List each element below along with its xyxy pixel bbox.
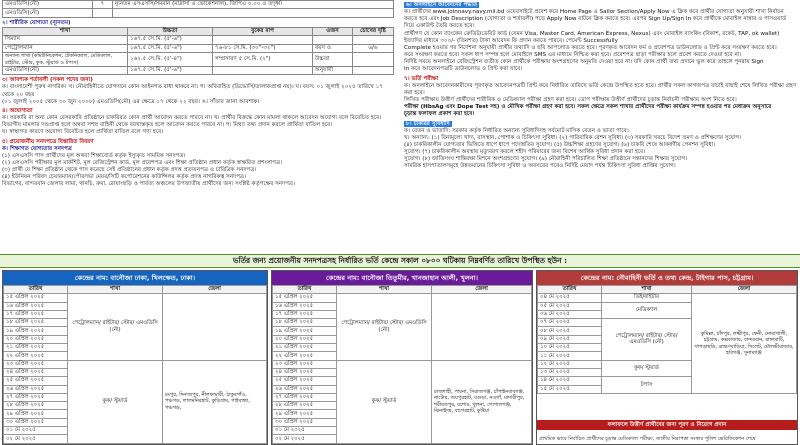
table-row: ১৯ এপ্রিল ২০২৫	[4, 327, 267, 335]
table-header-row: তারিখ শাখা জেলা	[538, 286, 797, 294]
table-row: এমওডিসি(নৌ) ৭ ন্যূনতম এসএসসি/সমমান (মাদ্রাসা ও ভোকেশনাল), জিপিএ ৩.০০ ও তদূর্ধ্ব।	[3, 1, 394, 9]
table-row: ২৮ এপ্রিল ২০২৫	[4, 402, 267, 410]
table-row: ০৪ মে ২০২৫ ডিই/রাইটার কুমিল্লা, চাঁদপুর, লক্ষ্মীপুর, ফেনী, নোয়াখালী, চট্টগ্রাম, কক্সবাজার, বান্দরবান, রাঙ্গামাটি, খাগড়াছড়ি, ব্রাহ্মণবাড়িয়া, সিলেট, মৌলভীবাজার, হবিগঞ্জ, সুনামগঞ্জ	[538, 294, 797, 302]
table-row: ০২ মে ২০২৫	[273, 435, 532, 443]
table-row: ২০ এপ্রিল ২০২৫	[4, 335, 267, 343]
schedule-banner: ভর্তির জন্য প্রয়োজনীয় সনদপত্রসহ নির্ধারিত ভর্তি কেন্দ্রে সকাল ০৮০০ ঘটিকায় নিম্নবর্ণিত তারিখে উপস্থিত হউন :	[0, 254, 800, 268]
exam-line: পরীক্ষা (HbsAg এবং Dope Test সহ) ও মৌখিক পরীক্ষা গ্রহণ করা হবে। সকল ক্ষেত্রে সকল শাখার প্রার্থীদের পরীক্ষা কার্যক্রম সম্পন্ন হওয়ার পর মেধাক্রম অনুসারে	[404, 104, 772, 111]
table-row: ০২ মে ২০২৫	[4, 435, 267, 443]
table-row: ২১ এপ্রিল ২০২৫	[4, 344, 267, 352]
table-header-row: তারিখ শাখা জেলা	[273, 286, 532, 294]
table-row: ১৬ এপ্রিল ২০২৫	[273, 302, 532, 310]
table-row: ২৫ এপ্রিল ২০২৫	[273, 377, 532, 385]
disqualification-text-2: বিভাগীয় মামলার দণ্ডপ্রাপ্ত হলে অথবা সশস্ত্র বাহিনী থেকে বরখাস্তকৃত হলে আবেদন করতে পারবে না। গ। মিথ্যা তথ্য প্রদান করলে প্রার্থিতা বাতিল হবে।	[2, 122, 333, 129]
table-row: ০১ মে ২০২৫	[273, 427, 532, 435]
table-header-row: শাখা উচ্চতা বুকের মাপ ওজন চোখের দৃষ্টি	[3, 27, 394, 35]
center-title: কেন্দ্রের নাম: বানৌজা ঢাকা, খিলক্ষেত, ঢাকা।	[3, 271, 267, 285]
table-row: ৩০ এপ্রিল ২০২৫	[4, 418, 267, 426]
center-title: কেন্দ্রের নাম: নৌবাহিনী ভর্তি ও তথ্য কেন্দ্র, টাইগার পাস, চট্টগ্রাম।	[537, 271, 797, 285]
certificate-line: (১) এসএসসি পাস প্রার্থীদের মূল অথবা শিক্ষাবোর্ড কর্তৃক ইস্যুকৃত সাময়িক সনদপত্র।	[2, 152, 186, 159]
center-box-chattogram	[536, 270, 798, 445]
table-row: ২৭ এপ্রিল ২০২৫	[4, 393, 267, 401]
certificate-line: বিভাগের, বান্দরবান জেলার লামা, থানচি, রুমা, রোয়াংছড়ি ও পার্বত্য অঞ্চলের উপজাতীয় প্রার্থীদের জন্য সংশ্লিষ্ট কর্তৃপক্ষের সনদপত্র।	[2, 181, 295, 188]
schedule-table	[272, 285, 532, 444]
online-apply-line: নির্দিষ্ট সময়ে অনলাইনে রেজিস্ট্রেশন ব্যতীত কোন প্রার্থীকে পরীক্ষায় অংশগ্রহণের অনুমতি দেওয়া হবে না। যদি কোন প্রার্থী তথ্য প্রদানে ভুল করে তাহলে পুনরায় Sign	[404, 59, 764, 66]
center-box-dhaka	[2, 270, 268, 445]
table-row: এমওডিসি(নৌ) ১৬৭.৫ সে.মি. (৫'-৬") অনুযায়ী	[3, 66, 394, 74]
section-title-online-apply: ৬। অনলাইনে আবেদনের পদ্ধতি	[406, 2, 478, 8]
center-box-khulna	[271, 270, 533, 445]
table-row: ১৫ মে ২০২৫	[538, 385, 797, 393]
table-row: ১৭ এপ্রিল ২০২৫	[4, 310, 267, 318]
online-apply-line: প্রার্থীগণ যে কোন ব্যাংকের ক্রেডিট/ডেবিট কার্ড (যেমন Visa, Master Card, American Express, Nexus) এবং মোবাইল ব্যাংকিং (বিকাশ, রকেট, TAP, ok wallet) ইত্যাদির মাধ্যমে ৩০০/- (তিনশত) টাকা আবেদন ফি প্রদান করতে পারবে। পেমেন্ট Successfully	[404, 30, 780, 44]
eligibility-table-top	[2, 0, 394, 18]
online-apply-line: করে সংরক্ষণ করতে হবে। সকল ধাপ সম্পন্ন হলে মোবাইলে SMS এর মাধ্যমে নিশ্চিত করা হবে। প্রবেশপত্র ছাড়া পরীক্ষার হলে প্রবেশ করতে দেওয়া হবে না।	[404, 52, 742, 59]
table-row: ০৯ মে ২০২৫	[538, 335, 797, 343]
table-row: ০৫ মে ২০২৫ মেডিক্যাল	[538, 302, 797, 310]
table-row: ২৩ এপ্রিল ২০২৫ কুক/ স্টুয়ার্ড রংপুর, দিনাজপুর, নীলফামারী, ঠাকুরগাঁও, পঞ্চগড়, লালমনিরহাট, কুড়িগ্রাম, গাইবান্ধা, পঞ্চগড়,	[4, 360, 267, 368]
benefit-line: সুযোগ। (৮) জাতিসংঘ শান্তিরক্ষা মিশনে অংশগ্রহণের সুযোগ। (৯) নৌবাহিনী পরিচালিত শিক্ষা প্রতিষ্ঠানে সন্তানদের শিক্ষার সুযোগ।	[404, 156, 688, 163]
section-title-disqualification: ৪। অযোগ্যতা	[2, 107, 33, 114]
online-apply-line: In করে আবেদনপত্রটি ডাউনলোড ও প্রিন্ট করা যাবে।	[404, 66, 523, 73]
online-apply-line: ক। প্রার্থীদের www.joinnavy.navy.mil.bd ওয়েবসাইটে প্রবেশ করে Home Page এ Sailor Section/Apply Now এ ক্লিক করে প্রার্থীর যোগ্যতা অনুযায়ী শাখা নির্বাচন করতে হবে এবং Job Description (যোগ্যতা ও শর্তাবলী) পড়ে Apply Now বাটনে ক্লিক করতে হবে। এরপর Sign Up/Sign In করে প্রার্থীকে মোবাইল নাম্বার ও পাসওয়ার্ড দিয়ে একাউন্ট তৈরি করতে হবে।	[404, 9, 787, 30]
schedule-table	[537, 285, 797, 394]
table-header-row: তারিখ শাখা জেলা	[4, 286, 267, 294]
table-row: ১১ মে ২০২৫	[538, 352, 797, 360]
certificate-line: (২) এসএসসি পরীক্ষার মূল মার্কশিট, মূল রেজিস্ট্রেশন কার্ড, মূল প্রবেশপত্র এবং শিক্ষা প্রতিষ্ঠান প্রধান কর্তৃক স্বাক্ষরিত প্রশংসাপত্র।	[2, 160, 283, 166]
exam-line: চূড়ান্ত ফলাফল প্রকাশ করা হবে।	[404, 111, 475, 118]
disqualification-text-3: ঘ। স্বাস্থ্যগত কারণে অযোগ্য বিবেচিত হলে প্রার্থিতা বাতিল বলে গণ্য হবে।	[2, 129, 164, 136]
right-column	[404, 0, 798, 254]
benefit-line: ক। বেতন ও ভাতাদি: সরকার কর্তৃক নির্ধারিত অন্যান্য সুবিধাদিসহ সর্বমোট মাসিক বেতন ও ভাতা পাবে।	[404, 127, 629, 134]
section-title-exam: ৭। ভর্তি পরীক্ষা	[404, 75, 439, 82]
section-title-conditions: ৩। আবশ্যক শর্তাবলী (সকল পদের জন্য)	[2, 77, 93, 84]
table-row: ১৫ এপ্রিল ২০২৫ পেট্রোলম্যান/ রাইটার/ স্টোর/ এমওডিসি (নৌ)	[4, 294, 267, 302]
table-row: অন্যান্য শাখা (কমিউনিকেশন, টেকনিক্যাল, মেডিক্যাল, রাইটার, স্টোর, কুক, স্টুয়ার্ড ও টপাস) ১৬২.৫ সে.মি. (৫'-৪") সম্প্রসারণ ৫ সে.মি. (২") উচ্চতা	[3, 53, 394, 67]
table-row: পেট্রোলম্যান ১৬৭.৫ সে.মি. (৫'-৬") ৭৬-৮১ সে.মি. (৩০"-৩২") বয়স ও ৬/৬	[3, 44, 394, 52]
table-row: ২২ এপ্রিল ২০২৫	[273, 352, 532, 360]
table-row: ২০ এপ্রিল ২০২৫	[273, 335, 532, 343]
table-row: ০৮ মে ২০২৫	[538, 327, 797, 335]
benefit-line: সুযোগ। (৭) চাকরিকালীন অবস্থায় মৃত্যুবরণ করলে শহীদ পরিবারের জন্য বিশেষ আর্থিক সুবিধা প্রদান করা হবে।	[404, 149, 646, 156]
table-row: ৩০ এপ্রিল ২০২৫	[273, 418, 532, 426]
benefit-line: খ। অন্যান্য: (১) বিনামূল্যে খাদ্য, বাসস্থান, পোশাক ও চিকিৎসা সুবিধা। (২) পারিবারিক রেশন সুবিধা। (৩) সরকারি খরচে বিদেশ ভ্রমণ ও প্রশিক্ষণের সুযোগ।	[404, 134, 742, 141]
exam-line: ক। অনলাইনে আবেদনকারীদের পূরণকৃত আবেদনপত্রটি প্রিন্ট করে নির্ধারিত তারিখে ভর্তি কেন্দ্রে উপস্থিত হতে হবে। প্রার্থীর সকল কাগজপত্র যাচাই বাছাই শেষে লিখিত পরীক্ষা গ্রহণ করা হবে।	[404, 82, 797, 96]
result-notice-detail: প্রাথমিক ভাবে নির্বাচিত প্রার্থীদের চূড়ান্ত মেডিক্যাল পরীক্ষা, জাতীয় নিরাপত্তা সংস্থার পুলিশ ভেরিফিকেশন শেষে	[539, 435, 756, 442]
benefit-line: (৪) চাকরিকালীন যোগ্যতার ভিত্তিতে ধাপে ধাপে পদোন্নতির সুযোগ। (৫) উচ্চশিক্ষা গ্রহণের সুযোগ। (৬) চাকরি শেষে আকর্ষণীয় পেনশন সুবিধা।	[404, 141, 716, 148]
table-row: ০৭ মে ২০২৫ পেট্রোলম্যান/ রাইটার/ স্টোর/ এমওডিসি (নৌ)	[538, 319, 797, 327]
table-row: ১৫ এপ্রিল ২০২৫ পেট্রোলম্যান/ রাইটার/ স্টোর/ এমওডিসি (নৌ)	[273, 294, 532, 302]
benefit-line: সামরিক হাসপাতালসমূহে উন্নতমানের চিকিৎসা সুবিধা ও অবসরের পরেও নির্দিষ্ট মেয়াদ পর্যন্ত চিকিৎসা সুবিধা প্রাপ্তির সুযোগ।	[404, 163, 676, 170]
table-row: ২৪ এপ্রিল ২০২৫	[273, 368, 532, 376]
table-row: ১৩ মে ২০২৫	[538, 368, 797, 376]
table-row: ১৮ এপ্রিল ২০২৫	[4, 319, 267, 327]
center-title: কেন্দ্রের নাম: বানৌজা তিতুমীর, খানজাহান আলী, খুলনা।	[272, 271, 532, 285]
table-row: ১২ মে ২০২৫ কুক/ স্টুয়ার্ড	[538, 360, 797, 368]
table-row: ১৪ মে ২০২৫ টপাস	[538, 377, 797, 385]
table-row: এমওডিসি(নৌ)	[3, 9, 394, 17]
table-row: ২৬ এপ্রিল ২০২৫	[273, 385, 532, 393]
table-row: ১৯ এপ্রিল ২০২৫	[273, 327, 532, 335]
table-row: ২১ এপ্রিল ২০২৫	[273, 344, 532, 352]
table-row: ২২ এপ্রিল ২০২৫	[4, 352, 267, 360]
certificates-subtitle: ক। শিক্ষাগত যোগ্যতার সনদপত্র	[2, 145, 72, 152]
table-row: ২৮ এপ্রিল ২০২৫	[273, 402, 532, 410]
table-row: ০১ মে ২০২৫	[4, 427, 267, 435]
left-column	[2, 0, 394, 254]
table-row: ১৭ এপ্রিল ২০২৫	[273, 310, 532, 318]
certificate-line: (৪) ইউনিয়ন পরিষদ চেয়ারম্যান/পৌরসভা মেয়র/সিটি কর্পোরেশনের কাউন্সিলর কর্তৃক প্রদত্ত নাগরিকত্ব সনদপত্র।	[2, 174, 247, 181]
conditions-text: ক। বাংলাদেশী পুরুষ নাগরিক। খ। নৌবাহিনীতে যোগদানে কোন আইনগত বাধা থাকবে না। গ। অবিবাহিত (ডিভোর্সি/তালাকপ্রাপ্ত নয়)। ঘ। বয়স: ০১ জুলাই ২০২৫ তারিখে ১৭ থেকে ২০ বছর	[2, 84, 383, 98]
table-row: ২৯ এপ্রিল ২০২৫	[4, 410, 267, 418]
table-row: ২৩ এপ্রিল ২০২৫ কুক/ স্টুয়ার্ড রাজশাহী, পাবনা, সিরাজগঞ্জ, চাঁপাইনবাবগঞ্জ, নাটোর, জয়পুরহাট, বগুড়া, নওগাঁ, মাদারীপুর, শরীয়তপুর, যশোর, খুলনা, গোপালগঞ্জ, ঝিনাইদহ, বাগেরহাট, কুষ্টিয়া	[273, 360, 532, 368]
table-row: ০৬ মে ২০২৫	[538, 310, 797, 318]
table-row: ২৬ এপ্রিল ২০২৫	[4, 385, 267, 393]
table-row: ১৮ এপ্রিল ২০২৫	[273, 319, 532, 327]
online-apply-line: Complete হওয়ার পর নির্দেশনা অনুযায়ী প্রার্থীর তথ্যাদি ও ছবি আপলোড করতে হবে। পূরণকৃত আবেদন ফর্ম ও প্রবেশপত্র ডাউনলোড ও প্রিন্ট করে সংরক্ষণ করতে হবে।	[404, 44, 777, 51]
section-title-certificates: ৫। প্রয়োজনীয় সনদপত্রে বিস্তারিত বিবরণ	[2, 138, 94, 145]
physical-requirements-table	[2, 27, 394, 75]
table-row: ১৬ এপ্রিল ২০২৫	[4, 302, 267, 310]
table-row: ২৭ এপ্রিল ২০২৫	[273, 393, 532, 401]
section-title-physical: ২। শারীরিক যোগ্যতা (ন্যূনতম)	[2, 19, 71, 26]
table-row: সিম্যান ১৬৭.৫ সে.মি. (৫'-৬")	[3, 36, 394, 44]
schedule-table	[3, 285, 267, 444]
table-row: ১০ মে ২০২৫	[538, 344, 797, 352]
disqualification-text: ক। সরকারি বা অন্য কোন বেসরকারি প্রতিষ্ঠানে চাকরিরত কোন প্রার্থী আবেদন করতে পারবে না। খ। প্রার্থীর বিরুদ্ধে কোন মামলা থাকলে আবেদন অযোগ্য বলে বিবেচিত হবে।	[2, 115, 382, 122]
conditions-text-2: (০১ জুলাই ২০০৫ থেকে ৩০ জুন ২০০৮) এমওডিসি(নৌ) এর ক্ষেত্রে ১৭ থেকে ২২ বছর। ঙ। সাঁতার জানা আবশ্যক।	[2, 98, 260, 105]
table-row: ২৪ এপ্রিল ২০২৫	[4, 368, 267, 376]
table-row: ২৫ এপ্রিল ২০২৫	[4, 377, 267, 385]
result-notice: ফলাফলে উত্তীর্ণ প্রার্থীদের জন্য পূরণ ও নিয়োগ প্রদান	[537, 420, 797, 430]
table-row: ২৯ এপ্রিল ২০২৫	[273, 410, 532, 418]
exam-line: লিখিত পরীক্ষায় উত্তীর্ণ প্রার্থীদের শারীরিক ও মেডিক্যাল পরীক্ষা গ্রহণ করা হবে। ডোপ পরীক্ষায় উত্তীর্ণ প্রার্থীদের চূড়ান্ত নির্বাচনী পরীক্ষায় অংশ নিতে হবে।	[404, 97, 737, 104]
certificate-line: (৩) প্রার্থী যে শিক্ষা প্রতিষ্ঠান থেকে পাস করেছে সেই প্রতিষ্ঠানের প্রধান কর্তৃক প্রদত্ত প্রত্যয়নপত্র ও চারিত্রিক সনদপত্র।	[2, 167, 257, 174]
section-title-benefits: ৮। চাকরির সুবিধাদি	[406, 120, 450, 127]
